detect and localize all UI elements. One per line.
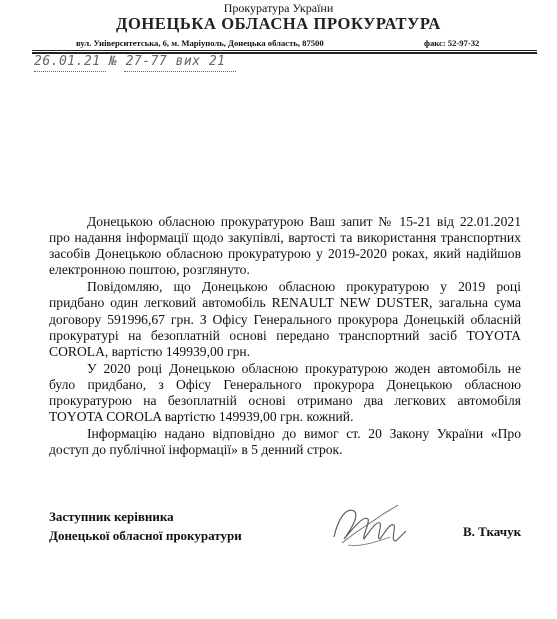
header-divider-thin [32, 50, 537, 51]
body-paragraph: Інформацію надано відповідно до вимог ст. 20 Закону України «Про доступ до публічної інформації» в 5 денний строк. [49, 426, 521, 458]
registration-number-underline [124, 71, 236, 72]
body-paragraph: Повідомляю, що Донецькою обласною прокуратурою у 2019 році придбано один легковий автомобіль RENAULT NEW DUSTER, загальна сума договору 591996,67 грн. З Офісу Генерального прокурора Донецькій обласній прокуратурі на безоплатній основі передано транспортний засіб TOYOTA COROLA, вартістю 149939,00 грн. [49, 279, 521, 359]
signatory-role [49, 507, 242, 545]
header-fax: факс: 52-97-32 [424, 38, 480, 48]
letter-body [49, 214, 521, 459]
header-organization: Прокуратура України [223, 1, 334, 15]
signatory-role-line-2: Донецької обласної прокуратури [49, 528, 242, 543]
registration-number: 26.01.21 № 27-77 вих 21 [34, 54, 226, 69]
header-address: вул. Університетська, 6, м. Маріуполь, Донецька область, 87500 [76, 38, 324, 48]
handwritten-signature [324, 497, 410, 555]
body-paragraph: У 2020 році Донецькою обласною прокуратурою жоден автомобіль не було придбано, з Офісу Генерального прокурора Донецькою обласною прокуратурою на безоплатній основі отримано два легкових автомобіля TOYOTA COROLA вартістю 149939,00 грн. кожний. [49, 360, 521, 425]
signatory-name: В. Ткачук [463, 524, 522, 539]
registration-date-underline [34, 71, 106, 72]
body-paragraph: Донецькою обласною прокуратурою Ваш запит № 15-21 від 22.01.2021 про надання інформації щодо закупівлі, вартості та використання транспортних засобів Донецькою обласною прокуратурою у 2019-2020 роках, який надійшов електронною поштою, розглянуто. [49, 214, 521, 278]
signatory-role-line-1: Заступник керівника [49, 509, 174, 524]
header-title: ДОНЕЦЬКА ОБЛАСНА ПРОКУРАТУРА [116, 14, 441, 33]
